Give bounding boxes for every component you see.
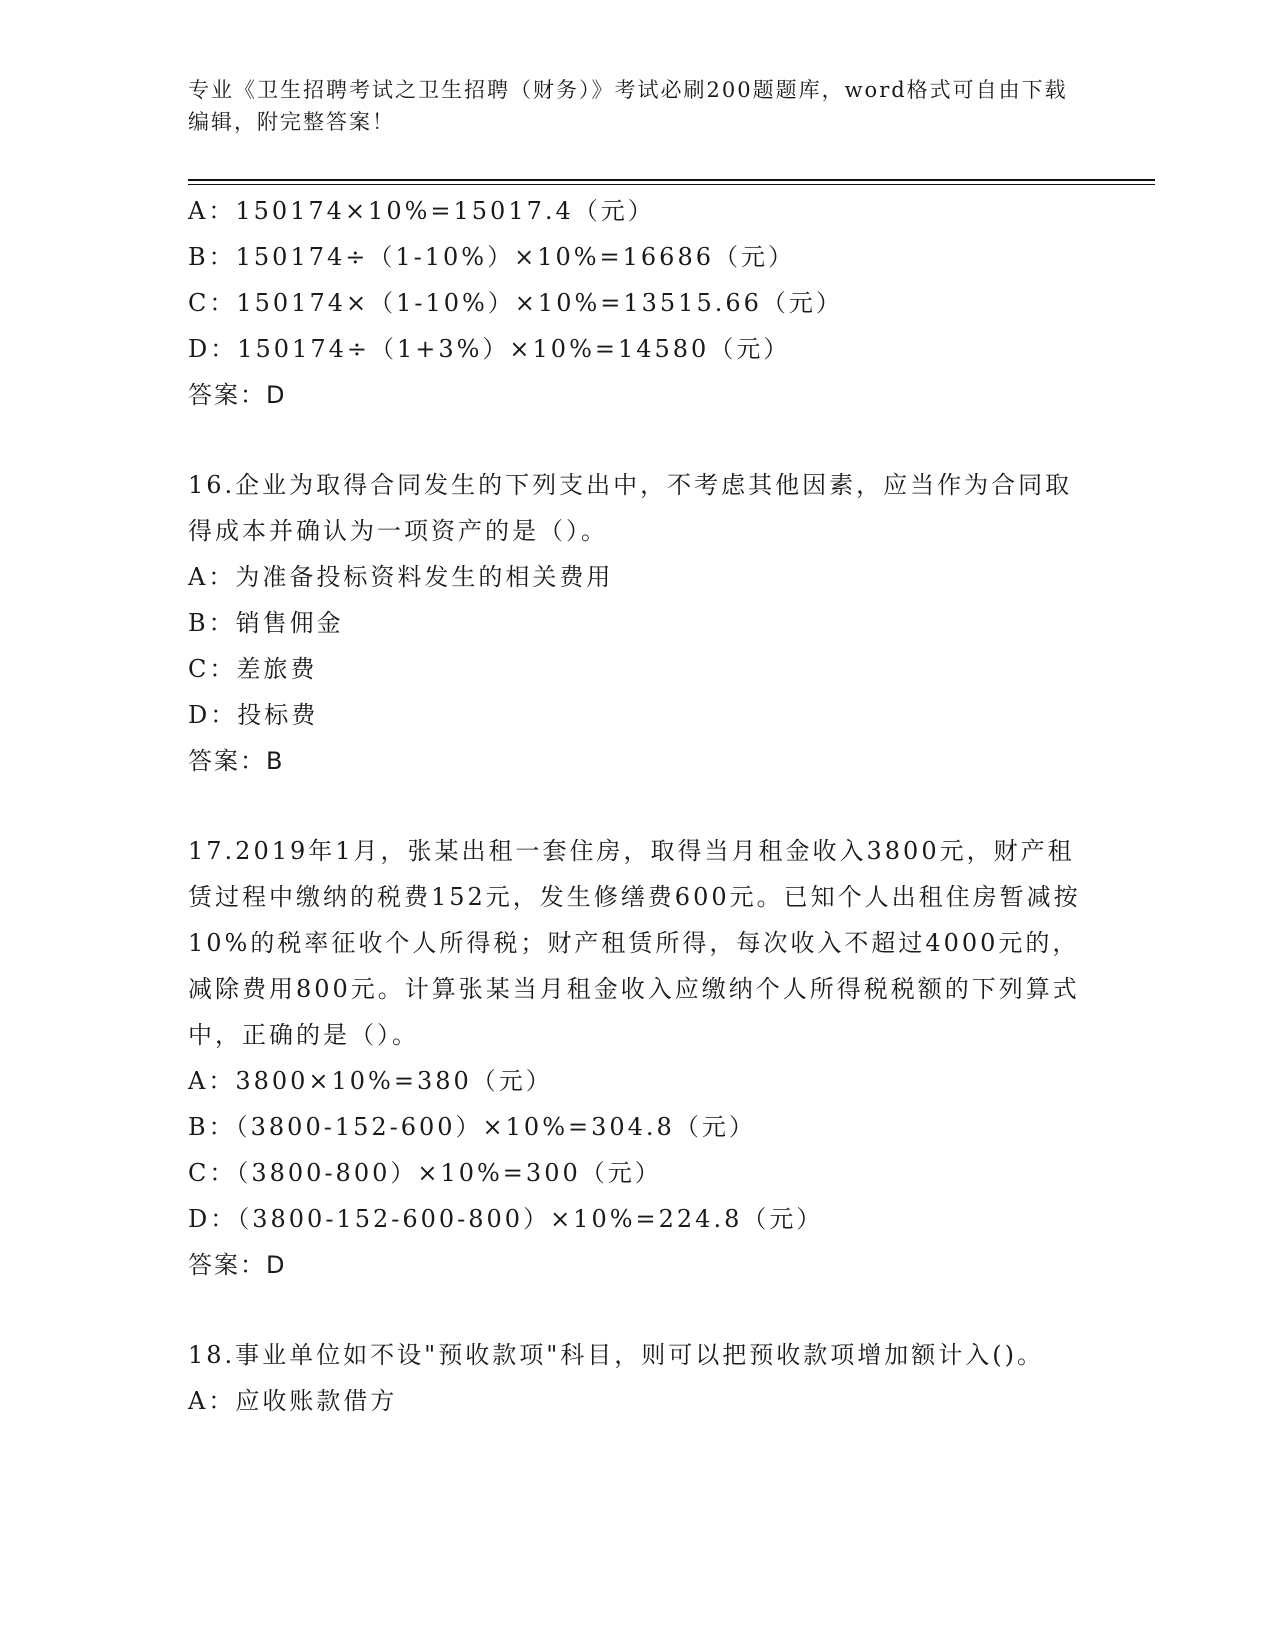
option-b: B：150174÷（1-10%）×10%=16686（元）: [188, 243, 795, 271]
option-d: D：投标费: [188, 701, 319, 729]
header-divider-thick: [188, 179, 1155, 181]
header-text: 专业《卫生招聘考试之卫生招聘（财务）》考试必刷200题题库，word格式可自由下载编辑，附完整答案！: [188, 78, 1068, 134]
document-header: [188, 74, 1088, 138]
option-c: C：（3800-800）×10%=300（元）: [188, 1159, 662, 1187]
question-18-block: [188, 1332, 1088, 1424]
question-16-block: [188, 462, 1088, 784]
option-d: D：150174÷（1+3%）×10%=14580（元）: [188, 335, 791, 363]
option-a: A：150174×10%=15017.4（元）: [188, 197, 655, 225]
question-15-block: [188, 188, 1088, 418]
option-d: D：（3800-152-600-800）×10%=224.8（元）: [188, 1205, 824, 1233]
option-c: C：差旅费: [188, 655, 318, 683]
option-a: A：应收账款借方: [188, 1387, 398, 1415]
option-a: A：为准备投标资料发生的相关费用: [188, 563, 614, 591]
question-stem: 18.事业单位如不设"预收款项"科目，则可以把预收款项增加额计入()。: [188, 1341, 1044, 1369]
answer-line: 答案：B: [188, 747, 285, 775]
question-17-block: [188, 828, 1088, 1288]
option-b: B：销售佣金: [188, 609, 344, 637]
option-b: B：（3800-152-600）×10%=304.8（元）: [188, 1113, 756, 1141]
question-stem: 16.企业为取得合同发生的下列支出中，不考虑其他因素，应当作为合同取得成本并确认为一项资产的是（）。: [188, 471, 1073, 545]
header-divider-thin: [188, 184, 1155, 185]
answer-line: 答案：D: [188, 381, 287, 409]
question-stem: 17.2019年1月，张某出租一套住房，取得当月租金收入3800元，财产租赁过程中缴纳的税费152元，发生修缮费600元。已知个人出租住房暂减按10%的税率征收个人所得税；财产租赁所得，每次收入不超过4000元的，减除费用800元。计算张某当月租金收入应缴纳个人所得税税额的下列算式中，正确的是（）。: [188, 837, 1081, 1049]
option-c: C：150174×（1-10%）×10%=13515.66（元）: [188, 289, 843, 317]
answer-line: 答案：D: [188, 1251, 287, 1279]
option-a: A：3800×10%=380（元）: [188, 1067, 553, 1095]
question-list: [188, 188, 1088, 1424]
